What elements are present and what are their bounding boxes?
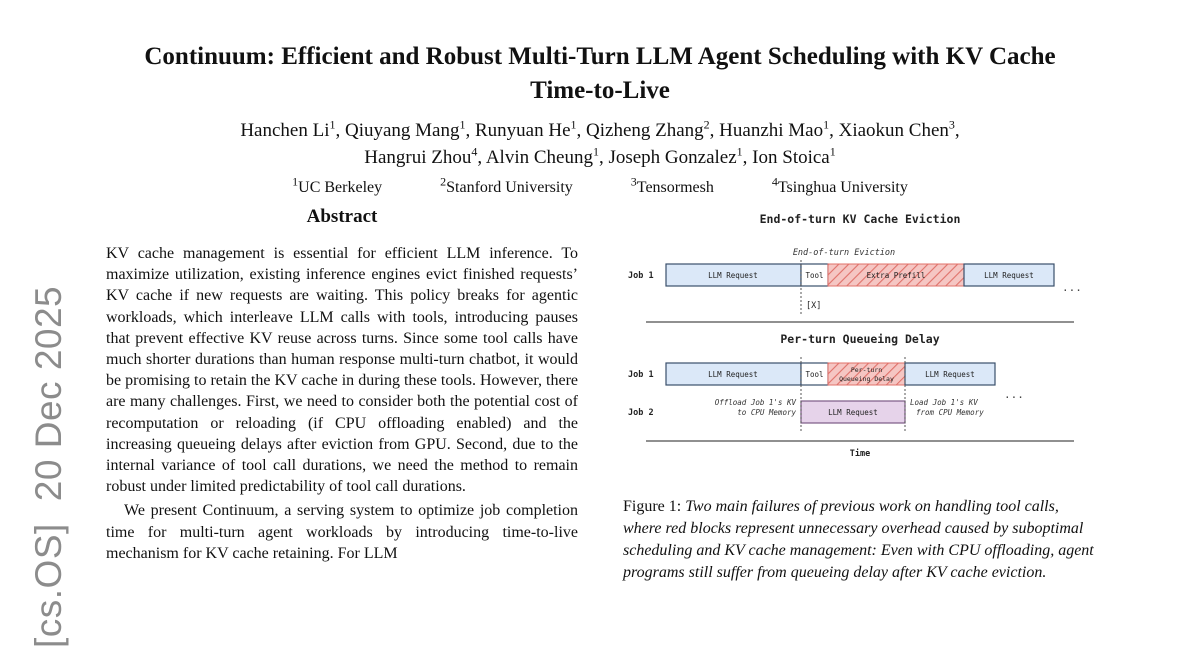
author-list	[110, 117, 1090, 171]
load-label: Load Job 1's KV	[910, 398, 978, 407]
abstract-body	[106, 243, 578, 564]
figure-top-title: End-of-turn KV Cache Eviction	[759, 212, 961, 226]
abstract-heading: Abstract	[306, 206, 378, 227]
arxiv-category: [cs.OS]	[28, 523, 69, 648]
llm-request-label: LLM Request	[708, 370, 758, 379]
tool-label: Tool	[805, 370, 824, 379]
figure-caption	[623, 496, 1097, 584]
load-label: from CPU Memory	[916, 408, 984, 417]
figure-bottom-title: Per-turn Queueing Delay	[780, 332, 940, 346]
author: Hangrui Zhou$^4$,	[364, 144, 486, 168]
time-axis-label: Time	[849, 449, 871, 459]
author: Joseph Gonzalez$^1$,	[608, 144, 753, 168]
queue-delay-label: Queueing Delay	[839, 375, 894, 383]
author: Ion Stoica$^1$	[752, 144, 836, 168]
offload-label: to CPU Memory	[737, 408, 796, 417]
author: Hanchen Li$^1$,	[240, 117, 345, 141]
queue-delay-label: Per-turn	[850, 366, 883, 374]
abstract-paragraph: We present Continuum, a serving system to optimize job completion time for multi-turn agent workloads by introducing time-to-live mechanism for KV cache retaining. For LLM	[106, 502, 578, 562]
author: Huanzhi Mao$^1$,	[719, 117, 839, 141]
affiliation: $^1$UC Berkeley	[292, 174, 383, 196]
extra-prefill-label: Extra Prefill	[866, 271, 926, 280]
affiliation-list	[110, 174, 1090, 198]
author: Qiuyang Mang$^1$,	[344, 117, 475, 141]
llm-request-label: LLM Request	[984, 271, 1034, 280]
tool-label: Tool	[805, 271, 824, 280]
caption-text: Two main failures of previous work on handling tool calls, where red blocks represent unnecessary overhead caused by suboptimal scheduling and KV cache management: Even with CPU offloading, agent programs still suffer from queueing delay after KV cache eviction.	[623, 498, 1094, 581]
eviction-label: End-of-turn Eviction	[792, 248, 896, 258]
paper-title: Continuum: Efficient and Robust Multi-Turn LLM Agent Scheduling with KV Cache Time-to-Live	[144, 43, 1056, 104]
affiliation: $^2$Stanford University	[440, 174, 573, 196]
llm-request-label: LLM Request	[925, 370, 975, 379]
offload-label: Offload Job 1's KV	[714, 398, 796, 407]
figure-1	[620, 205, 1100, 475]
ellipsis: ...	[1004, 388, 1024, 401]
affiliation: $^4$Tsinghua University	[771, 174, 908, 196]
arxiv-date: 20 Dec 2025	[28, 285, 69, 502]
job2-label: Job 2	[628, 408, 654, 418]
caption-prefix: Figure 1:	[623, 498, 682, 515]
author: Alvin Cheung$^1$,	[485, 144, 609, 168]
llm-request-label: LLM Request	[828, 408, 878, 417]
ellipsis: ...	[1062, 281, 1082, 294]
author: Runyuan He$^1$,	[475, 117, 587, 141]
affiliation: $^3$Tensormesh	[630, 174, 714, 196]
job1-label: Job 1	[628, 271, 654, 281]
author: Qizheng Zhang$^2$,	[586, 117, 720, 141]
abstract-paragraph: KV cache management is essential for efficient LLM inference. To maximize utilization, existing inference engines evict finished requests’ KV cache if new requests are waiting. This policy breaks for agentic workloads, which interleave LLM calls with tools, introducing pauses that prevent effective KV reuse across turns. Since some tool calls have much shorter durations than human response multi-turn chatbot, it would be promising to retain the KV cache in during these tools. However, there are many challenges. First, we need to consider both the potential cost of recomputation or reloading (if CPU offloading enabled) and the increasing queueing delays after eviction from GPU. Second, due to the internal variance of tool call durations, we need the method to remain robust under limited predictability of tool call durations.	[106, 245, 578, 496]
eviction-marker: [X]	[806, 301, 822, 311]
job1-label: Job 1	[628, 370, 654, 380]
arxiv-side-stamp	[28, 264, 70, 648]
author: Xiaokun Chen$^3$,	[838, 117, 960, 141]
llm-request-label: LLM Request	[708, 271, 758, 280]
